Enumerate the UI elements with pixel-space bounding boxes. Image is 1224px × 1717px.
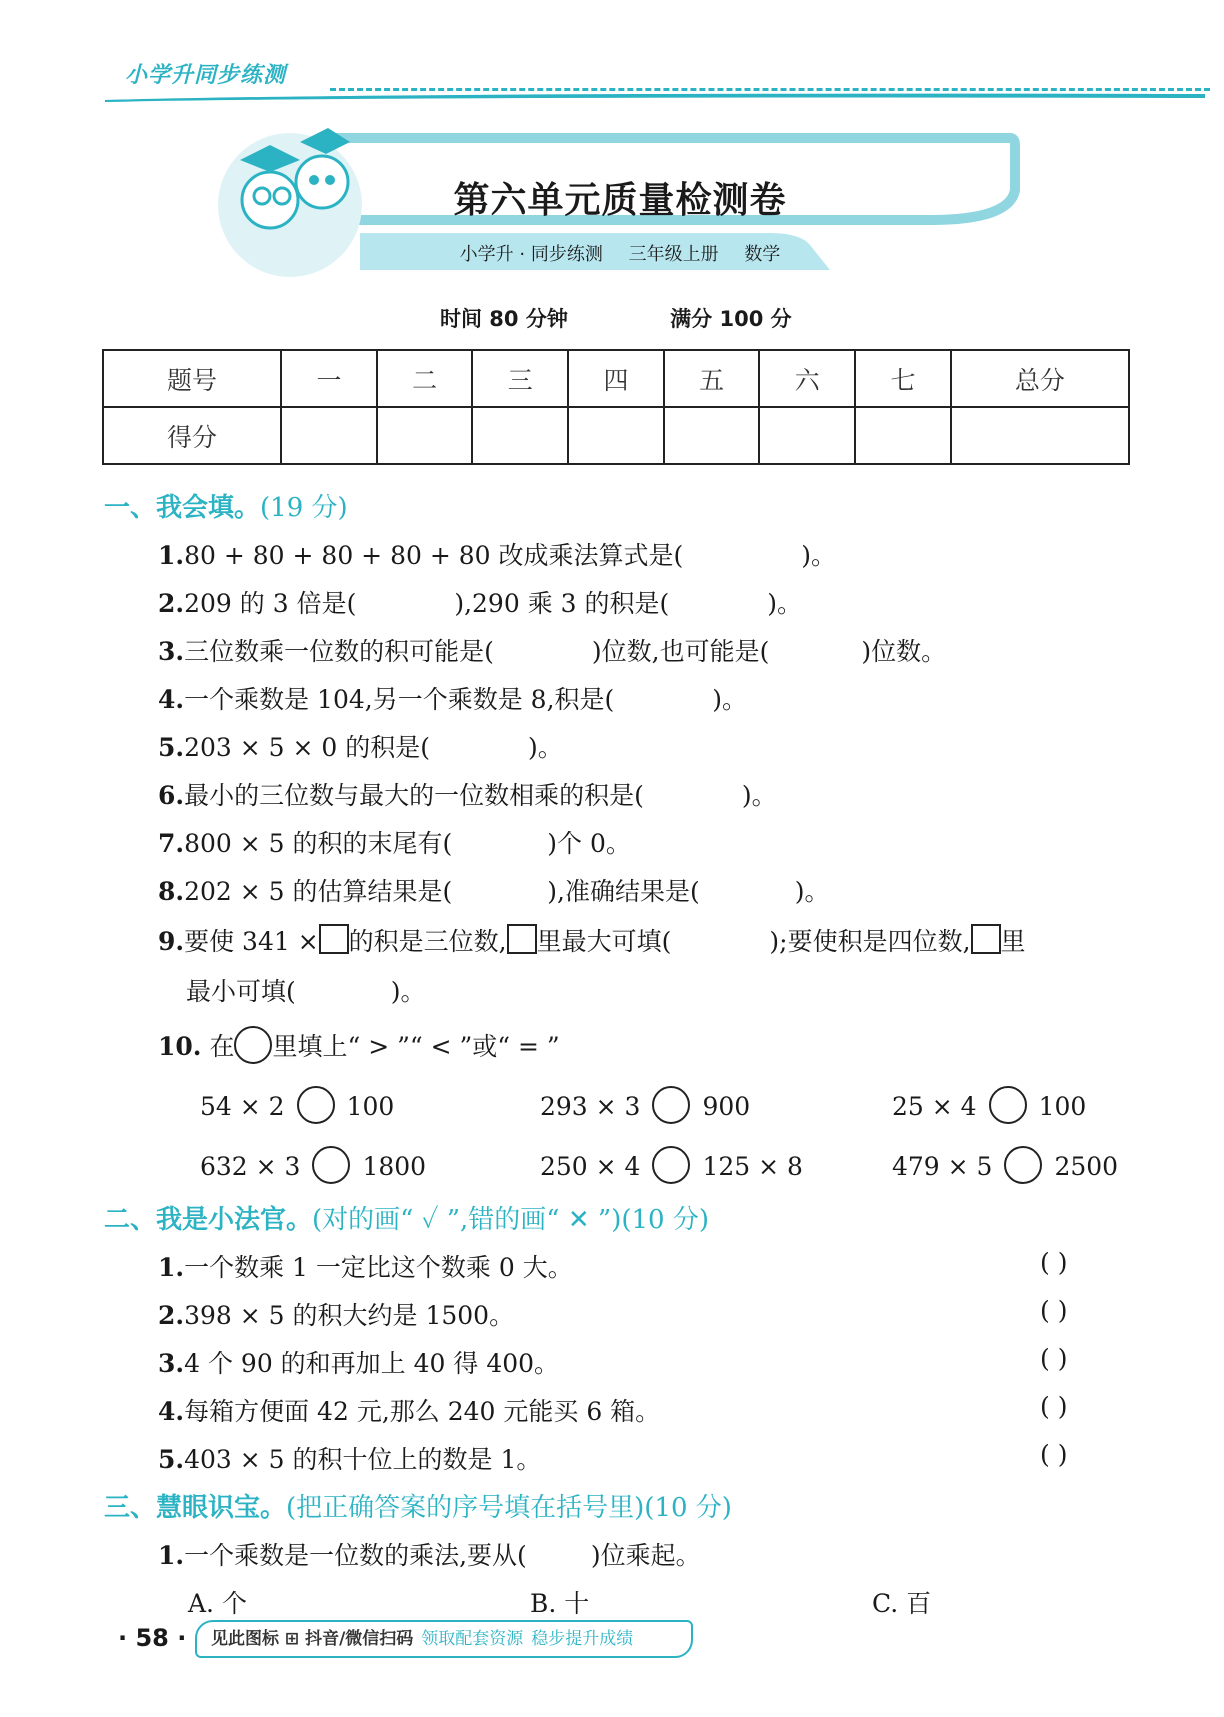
score-input-cell[interactable] (377, 407, 473, 464)
header-dashed-line (330, 88, 1210, 91)
question-1-4 (158, 680, 747, 716)
section-3-heading (104, 1487, 732, 1524)
score-input-cell[interactable] (568, 407, 664, 464)
question-text: 398 × 5 的积大约是 1500。 (184, 1301, 515, 1330)
question-number: 5. (158, 733, 185, 762)
question-text: 403 × 5 的积十位上的数是 1。 (184, 1445, 542, 1474)
compare-right: 900 (702, 1092, 751, 1121)
question-1-9-cont (186, 972, 426, 1008)
section-title: 三、慧眼识宝。 (104, 1493, 287, 1523)
compare-item (892, 1146, 1118, 1184)
compare-right: 2500 (1054, 1152, 1119, 1181)
compare-item (540, 1146, 803, 1184)
table-cell: 五 (664, 350, 760, 407)
question-text: )位数,也可能是( (591, 637, 770, 666)
question-text: 里填上“ > ”“ < ”或“ = ” (272, 1032, 560, 1061)
section-note: (把正确答案的序号填在括号里)(10 分) (286, 1493, 732, 1523)
question-number: 5. (158, 1445, 185, 1474)
question-number: 2. (158, 589, 185, 618)
compare-left: 479 × 5 (892, 1152, 993, 1181)
compare-circle[interactable] (1004, 1146, 1042, 1184)
compare-item (540, 1086, 750, 1124)
section-2-heading (104, 1199, 709, 1236)
question-text: )。 (794, 877, 830, 906)
option-c[interactable]: C. 百 (872, 1589, 932, 1618)
score-input-cell[interactable] (281, 407, 377, 464)
section-title: 一、我会填。 (104, 493, 261, 523)
score-input-cell[interactable] (472, 407, 568, 464)
question-number: 9. (158, 927, 185, 956)
compare-left: 632 × 3 (200, 1152, 301, 1181)
compare-left: 250 × 4 (540, 1152, 641, 1181)
section-1-heading (104, 487, 348, 524)
section-title: 二、我是小法官。 (104, 1205, 313, 1235)
compare-circle[interactable] (652, 1146, 690, 1184)
score-input-cell[interactable] (855, 407, 951, 464)
question-text: 4 个 90 的和再加上 40 得 400。 (184, 1349, 560, 1378)
table-cell: 总分 (951, 350, 1129, 407)
score-table-header-row (103, 350, 1129, 407)
question-text: )。 (390, 977, 426, 1006)
question-text: ),准确结果是( (547, 877, 700, 906)
section-note: (对的画“ ✓ ”,错的画“ ✕ ”)(10 分) (312, 1205, 709, 1235)
question-1-3 (158, 632, 946, 668)
compare-item (200, 1146, 426, 1184)
page-title: 第六单元质量检测卷 (453, 179, 787, 221)
page-subtitle (400, 240, 840, 266)
answer-paren[interactable]: ( ) (1040, 1296, 1068, 1325)
table-cell: 四 (568, 350, 664, 407)
question-number: 10. (158, 1032, 202, 1061)
square-box[interactable] (971, 924, 1001, 954)
table-cell: 一 (281, 350, 377, 407)
question-number: 7. (158, 829, 185, 858)
question-text: 在 (209, 1032, 235, 1061)
compare-item (892, 1086, 1086, 1124)
question-number: 6. (158, 781, 185, 810)
judge-item (158, 1440, 541, 1476)
judge-item (158, 1392, 660, 1428)
square-box[interactable] (507, 924, 537, 954)
question-text: )个 0。 (547, 829, 631, 858)
compare-right: 1800 (362, 1152, 427, 1181)
exam-time: 时间 80 分钟 (440, 307, 568, 331)
question-number: 1. (158, 541, 185, 570)
table-cell: 二 (377, 350, 473, 407)
compare-right: 100 (1038, 1092, 1087, 1121)
question-1-9 (158, 922, 1026, 958)
question-text: 一个乘数是 104,另一个乘数是 8,积是( (184, 685, 615, 714)
compare-circle[interactable] (989, 1086, 1027, 1124)
question-number: 3. (158, 637, 185, 666)
question-text: ),290 乘 3 的积是( (454, 589, 670, 618)
score-table (102, 349, 1130, 465)
question-1-10 (158, 1026, 560, 1064)
question-text: )。 (767, 589, 803, 618)
question-text: 800 × 5 的积的末尾有( (184, 829, 453, 858)
question-1-2 (158, 584, 802, 620)
question-text: )位乘起。 (590, 1541, 701, 1570)
judge-item (158, 1296, 514, 1332)
question-text: 要使 341 × (184, 927, 319, 956)
question-text: )。 (801, 541, 836, 570)
question-text: 203 × 5 × 0 的积是( (184, 733, 431, 762)
judge-item (158, 1344, 559, 1380)
question-text: )。 (712, 685, 748, 714)
question-text: 80 + 80 + 80 + 80 + 80 改成乘法算式是( (184, 541, 684, 570)
table-cell: 六 (759, 350, 855, 407)
question-number: 2. (158, 1301, 185, 1330)
question-text: 每箱方便面 42 元,那么 240 元能买 6 箱。 (184, 1397, 661, 1426)
compare-left: 293 × 3 (540, 1092, 641, 1121)
table-cell: 得分 (103, 407, 281, 464)
question-text: );要使积是四位数, (769, 927, 971, 956)
question-number: 3. (158, 1349, 185, 1378)
section-note: (19 分) (260, 493, 348, 523)
exam-full-score: 满分 100 分 (670, 307, 792, 331)
subtitle-series: 小学升 · 同步练测 (459, 244, 603, 265)
table-cell: 七 (855, 350, 951, 407)
question-number: 1. (158, 1541, 185, 1570)
footer-scan-text: 见此图标 ⊞ 抖音/微信扫码 (211, 1629, 414, 1649)
question-number: 4. (158, 685, 185, 714)
question-text: 三位数乘一位数的积可能是( (184, 637, 494, 666)
question-1-5 (158, 728, 563, 764)
question-text: 最小的三位数与最大的一位数相乘的积是( (184, 781, 644, 810)
compare-circle[interactable] (652, 1086, 690, 1124)
table-cell: 三 (472, 350, 568, 407)
answer-paren[interactable]: ( ) (1040, 1344, 1068, 1373)
score-input-cell[interactable] (951, 407, 1129, 464)
question-1-1 (158, 536, 836, 572)
compare-left: 25 × 4 (892, 1092, 977, 1121)
question-3-1 (158, 1536, 701, 1572)
footer-improve-text: 稳步提升成绩 (531, 1629, 634, 1649)
compare-right: 125 × 8 (702, 1152, 803, 1181)
question-1-6 (158, 776, 777, 812)
table-cell: 题号 (103, 350, 281, 407)
exam-info (440, 303, 887, 333)
compare-left: 54 × 2 (200, 1092, 285, 1121)
footer-resource-text: 领取配套资源 (421, 1629, 524, 1649)
question-text: 202 × 5 的估算结果是( (184, 877, 453, 906)
answer-paren[interactable]: ( ) (1040, 1248, 1068, 1277)
question-text: 209 的 3 倍是( (184, 589, 357, 618)
question-1-8 (158, 872, 830, 908)
question-text: )。 (528, 733, 563, 762)
answer-paren[interactable]: ( ) (1040, 1392, 1068, 1421)
question-text: 里 (1000, 927, 1026, 956)
subtitle-grade: 三年级上册 (628, 244, 719, 265)
question-1-7 (158, 824, 631, 860)
circle-icon (234, 1026, 272, 1064)
question-text: 最小可填( (186, 977, 296, 1006)
option-a[interactable]: A. 个 (188, 1589, 247, 1618)
question-text: )位数。 (861, 637, 947, 666)
compare-right: 100 (346, 1092, 395, 1121)
page-number: · 58 · (118, 1624, 187, 1652)
square-box[interactable] (319, 924, 349, 954)
question-number: 8. (158, 877, 185, 906)
score-input-cell[interactable] (759, 407, 855, 464)
score-input-cell[interactable] (664, 407, 760, 464)
score-table-score-row (103, 407, 1129, 464)
brand-label: 小学升同步练测 (125, 63, 287, 88)
judge-item (158, 1248, 573, 1284)
question-text: 一个数乘 1 一定比这个数乘 0 大。 (184, 1253, 573, 1282)
compare-item (200, 1086, 394, 1124)
option-b[interactable]: B. 十 (530, 1589, 590, 1618)
question-text: 里最大可填( (536, 927, 672, 956)
subtitle-subject: 数学 (744, 244, 781, 265)
header-swoosh (105, 92, 1205, 102)
question-number: 4. (158, 1397, 185, 1426)
question-text: 一个乘数是一位数的乘法,要从( (184, 1541, 527, 1570)
question-text: 的积是三位数, (348, 927, 507, 956)
footer-promo (195, 1620, 693, 1658)
question-number: 1. (158, 1253, 185, 1282)
compare-circle[interactable] (297, 1086, 335, 1124)
question-text: )。 (741, 781, 777, 810)
compare-circle[interactable] (312, 1146, 350, 1184)
answer-paren[interactable]: ( ) (1040, 1440, 1068, 1469)
